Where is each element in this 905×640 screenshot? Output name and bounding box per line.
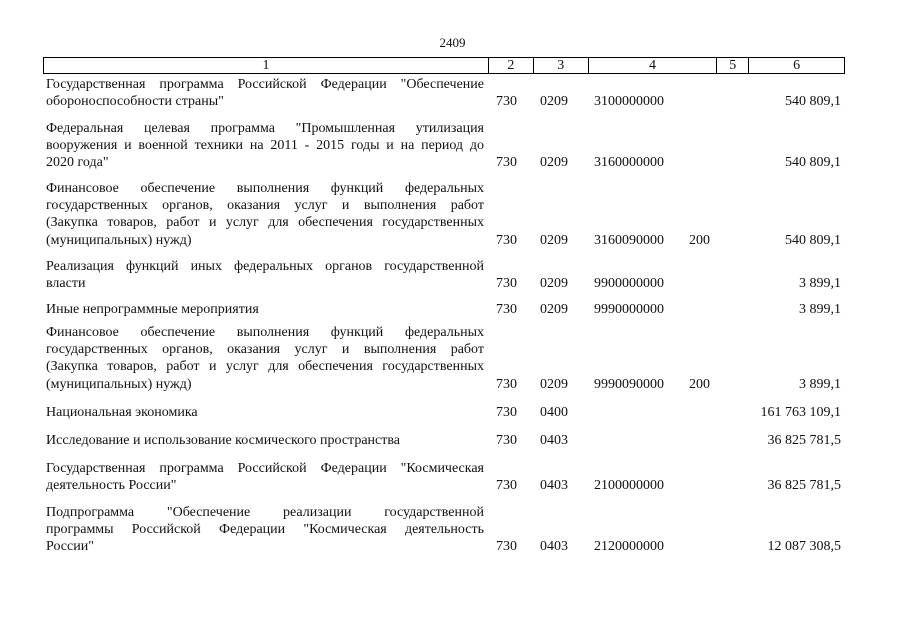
description-line: Государственная программа Российской Федерации "Космическая [46,461,484,476]
header-col-3: 3 [534,58,589,73]
table-row [46,301,845,318]
description-line: (муниципальных) нужд) [46,376,192,392]
table-row [46,324,845,393]
cell-col-2: 730 [496,405,517,420]
description-line: Исследование и использование космического пространства [46,433,401,448]
cell-col-3: 0209 [540,302,568,317]
cell-col-4: 3160090000 [594,232,664,248]
row-description [46,324,484,393]
cell-col-2: 730 [496,155,517,171]
header-col-4: 4 [589,58,718,73]
cell-col-5: 200 [689,232,710,248]
cell-col-6: 3 899,1 [799,276,841,292]
cell-col-4: 3100000000 [594,94,664,110]
description-line: Финансовое обеспечение выполнения функций федеральных [46,325,484,340]
cell-col-3: 0403 [540,539,568,555]
header-col-5: 5 [717,58,749,73]
cell-col-4: 9990000000 [594,302,664,317]
cell-col-6: 161 763 109,1 [760,405,841,420]
cell-col-2: 730 [496,539,517,555]
cell-col-2: 730 [496,433,517,448]
row-description [46,460,484,494]
cell-col-6: 36 825 781,5 [767,433,841,448]
description-line: государственных органов, оказания услуг и выполнения работ [46,342,484,358]
row-description [46,301,484,318]
cell-col-6: 540 809,1 [785,232,841,248]
cell-col-6: 540 809,1 [785,155,841,171]
description-line: Финансовое обеспечение выполнения функций федеральных [46,181,484,196]
cell-col-6: 12 087 308,5 [767,539,841,555]
description-line: России" [46,539,94,555]
table-row [46,404,845,421]
cell-col-2: 730 [496,276,517,292]
cell-col-6: 3 899,1 [799,376,841,392]
description-line: (Закупка товаров, работ и услуг для обеспечения государственных [46,359,484,375]
row-description [46,120,484,172]
description-line: программы Российской Федерации "Космическая деятельность [46,522,484,538]
cell-col-2: 730 [496,302,517,317]
table-row [46,258,845,292]
description-line: Иные непрограммные мероприятия [46,302,259,317]
description-line: Реализация функций иных федеральных органов государственной [46,259,484,274]
cell-col-2: 730 [496,232,517,248]
description-line: государственных органов, оказания услуг и выполнения работ [46,198,484,214]
cell-col-3: 0209 [540,276,568,292]
table-row [46,504,845,556]
cell-col-3: 0209 [540,94,568,110]
cell-col-3: 0209 [540,232,568,248]
description-line: Подпрограмма "Обеспечение реализации государственной [46,505,484,520]
description-line: (муниципальных) нужд) [46,232,192,248]
description-line: Федеральная целевая программа "Промышленная утилизация [46,121,484,136]
cell-col-6: 3 899,1 [799,302,841,317]
description-line: вооружения и военной техники на 2011 - 2015 годы и на период до [46,138,484,154]
row-description [46,432,484,449]
cell-col-4: 2100000000 [594,478,664,494]
table-row [46,76,845,110]
header-col-2: 2 [489,58,534,73]
row-description [46,258,484,292]
cell-col-3: 0400 [540,405,568,420]
cell-col-2: 730 [496,478,517,494]
row-description [46,404,484,421]
table-row [46,432,845,449]
table-header [43,57,845,74]
page-number: 2409 [439,35,466,50]
header-col-6: 6 [793,58,801,73]
cell-col-4: 9990090000 [594,376,664,392]
description-line: власти [46,276,86,292]
cell-col-5: 200 [689,376,710,392]
cell-col-4: 2120000000 [594,539,664,555]
cell-col-4: 3160000000 [594,155,664,171]
cell-col-6: 540 809,1 [785,94,841,110]
cell-col-2: 730 [496,94,517,110]
description-line: обороноспособности страны" [46,94,224,110]
cell-col-6: 36 825 781,5 [767,478,841,494]
table-row [46,120,845,172]
cell-col-3: 0209 [540,376,568,392]
cell-col-3: 0403 [540,478,568,494]
description-line: Национальная экономика [46,405,198,420]
row-description [46,180,484,249]
description-line: Государственная программа Российской Федерации "Обеспечение [46,77,484,92]
cell-col-4: 9900000000 [594,276,664,292]
cell-col-3: 0209 [540,155,568,171]
cell-col-3: 0403 [540,433,568,448]
cell-col-2: 730 [496,376,517,392]
description-line: деятельность России" [46,478,177,494]
description-line: (Закупка товаров, работ и услуг для обеспечения государственных [46,215,484,231]
table-row [46,460,845,494]
header-col-1: 1 [44,58,489,73]
row-description [46,504,484,556]
description-line: 2020 года" [46,155,109,171]
row-description [46,76,484,110]
table-row [46,180,845,249]
